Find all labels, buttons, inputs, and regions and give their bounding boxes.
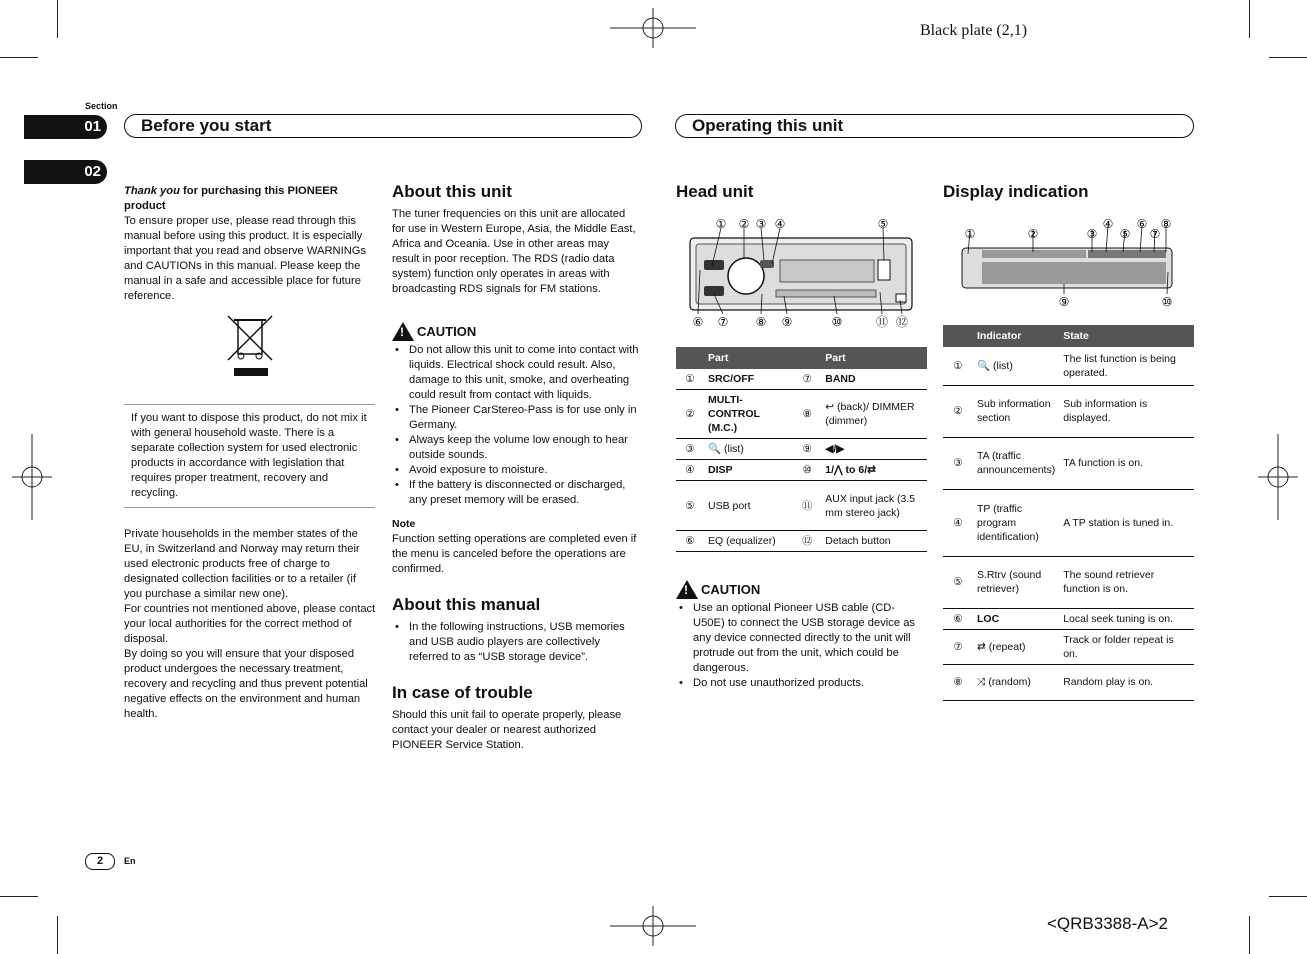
table-header-row [676,347,927,369]
thank-you-emphasis: Thank you [124,185,180,197]
section-tab-01: 01 [24,115,107,139]
list-item: • Do not use unauthorized products. [676,676,924,691]
intro-paragraph: To ensure proper use, please read through this manual before using this product. It is especially important that you read and observe WARNINGs and CAUTIONs in this manual. Please keep the manual in a safe and accessible place for future reference. [124,215,367,302]
table-row: ② MULTI-CONTROL (M.C.) ⑧ ↩ (back)/ DIMMER (dimmer) [676,390,927,439]
trouble-text: Should this unit fail to operate properly, please contact your dealer or nearest authorized PIONEER Service Station. [392,709,622,751]
list-item: • In the following instructions, USB memories and USB audio players are collectively referred to as “USB storage device”. [392,620,639,665]
disposal-paragraph-1: Private households in the member states of the EU, in Switzerland and Norway may return their used electronic products free of charge to designated collection facilities or to a retailer (if you purchase a similar new one). [124,528,360,600]
list-item: • Do not allow this unit to come into contact with liquids. Electrical shock could result. Also, damage to this unit, smoke, and overheating could result from contact with liquids. [392,343,639,403]
thank-you-rest: for purchasing this PIONEER product [124,185,338,212]
column-4 [943,184,1195,207]
callout-5: ⑤ [877,217,889,231]
caution-heading [392,322,639,341]
callout-6: ⑥ [1136,217,1148,231]
note-label: Note [392,518,416,530]
callout-2: ② [738,217,750,231]
column-header: Indicator [973,325,1059,347]
callout-8: ⑧ [755,315,767,329]
column-2 [392,184,639,753]
column-header: Part [821,347,927,369]
column-header: State [1059,325,1194,347]
table-row: ⑥ LOC Local seek tuning is on. [943,608,1194,629]
page-number: 2 [85,853,115,870]
about-unit-heading: About this unit [392,182,512,201]
table-row: ④ DISP ⑩ 1/⋀ to 6/⇄ [676,460,927,481]
table-row: ⑤ USB port ⑪ AUX input jack (3.5 mm stereo jack) [676,481,927,531]
trouble-heading: In case of trouble [392,683,533,702]
caution-list [392,343,639,508]
crop-mark [57,916,58,954]
caution-list [676,601,924,691]
column-1 [124,184,376,304]
table-row: ① SRC/OFF ⑦ BAND [676,369,927,390]
language-code: En [124,856,136,866]
about-manual-heading: About this manual [392,595,541,614]
crop-mark [1269,57,1307,58]
head-unit-heading: Head unit [676,182,754,201]
table-row: ⑥ EQ (equalizer) ⑫ Detach button [676,531,927,552]
callout-10: ⑩ [1161,295,1173,309]
table-row: ② Sub information section Sub information is displayed. [943,385,1194,437]
registration-mark [1258,434,1298,520]
caution-heading [676,580,924,599]
caution-label: CAUTION [417,324,477,339]
disposal-paragraph-2: For countries not mentioned above, please contact your local authorities for the correct method of disposal. [124,603,376,645]
list-item: • Avoid exposure to moisture. [392,463,639,478]
list-item: • Use an optional Pioneer USB cable (CD-U50E) to connect the USB storage device as any device connected directly to the unit will protrude out from the unit, which could be dangerous. [676,601,924,676]
about-unit-text: The tuner frequencies on this unit are allocated for use in Western Europe, Asia, the Middle East, Africa and Oceania. Use in other areas may result in poor reception. The RDS (radio data system) function only operates in areas with broadcasting RDS signals for FM stations. [392,208,636,295]
list-item: • If the battery is disconnected or discharged, any preset memory will be erased. [392,478,639,508]
table-row: ⑤ S.Rtrv (sound retriever) The sound retriever function is on. [943,556,1194,608]
callout-9: ⑨ [781,315,793,329]
table-row: ⑦ ⇄ (repeat) Track or folder repeat is on. [943,629,1194,664]
callout-1: ① [964,227,976,241]
banner-before-you-start: Before you start [124,114,642,138]
table-row: ④ TP (traffic program identification) A TP station is tuned in. [943,489,1194,556]
display-indication-heading: Display indication [943,182,1089,201]
callout-12: ⑫ [895,315,909,329]
crop-mark [0,57,38,58]
disposal-box: If you want to dispose this product, do not mix it with general household waste. There is a separate collection system for used electronic products in accordance with legislation that requires proper treatment, recovery and recycling. [124,404,375,508]
table-row: ③ TA (traffic announcements) TA function is on. [943,437,1194,489]
callout-5: ⑤ [1119,227,1131,241]
list-item: • The Pioneer CarStereo-Pass is for use only in Germany. [392,403,639,433]
callout-3: ③ [1086,227,1098,241]
callout-4: ④ [774,217,786,231]
callout-7: ⑦ [1149,227,1161,241]
crop-mark [57,0,58,38]
head-unit-diagram [684,214,914,332]
about-manual-list [392,620,639,665]
banner-operating-this-unit: Operating this unit [675,114,1194,138]
crossed-bin-icon [226,314,274,378]
warning-icon: ! [392,322,414,341]
plate-label: Black plate (2,1) [920,22,1028,39]
registration-mark [610,906,696,946]
document-code: <QRB3388-A>2 [1047,914,1168,933]
crop-mark [1269,896,1307,897]
head-unit-parts-table [676,347,927,552]
crop-mark [0,896,38,897]
registration-mark [610,8,696,48]
crop-mark [1249,916,1250,954]
column-1-lower [124,527,376,722]
column-3 [676,184,928,207]
display-diagram [958,214,1178,312]
section-tab-02: 02 [24,160,107,184]
column-header: Part [704,347,793,369]
crop-mark [1249,0,1250,38]
display-indicator-table [943,325,1194,701]
table-header-row [943,325,1194,347]
warning-icon: ! [676,580,698,599]
table-row: ① 🔍 (list) The list function is being operated. [943,347,1194,385]
table-row: ③ 🔍 (list) ⑨ ◀/▶ [676,439,927,460]
callout-8: ⑧ [1160,217,1172,231]
callout-1: ① [715,217,727,231]
table-row: ⑧ ⤨ (random) Random play is on. [943,664,1194,700]
callout-4: ④ [1102,217,1114,231]
callout-6: ⑥ [692,315,704,329]
callout-3: ③ [755,217,767,231]
note-text: Function setting operations are completed even if the menu is canceled before the operations are confirmed. [392,533,637,575]
section-label: Section [85,101,118,111]
callout-2: ② [1027,227,1039,241]
callout-10: ⑩ [831,315,843,329]
list-item: • Always keep the volume low enough to hear outside sounds. [392,433,639,463]
disposal-paragraph-3: By doing so you will ensure that your disposed product undergoes the necessary treatment, recovery and recycling and thus prevent potential negative effects on the environment and human health. [124,648,368,720]
callout-9: ⑨ [1058,295,1070,309]
head-unit-caution [676,580,924,691]
callout-11: ⑪ [875,315,889,329]
registration-mark [12,434,52,520]
callout-7: ⑦ [717,315,729,329]
caution-label: CAUTION [701,582,761,597]
